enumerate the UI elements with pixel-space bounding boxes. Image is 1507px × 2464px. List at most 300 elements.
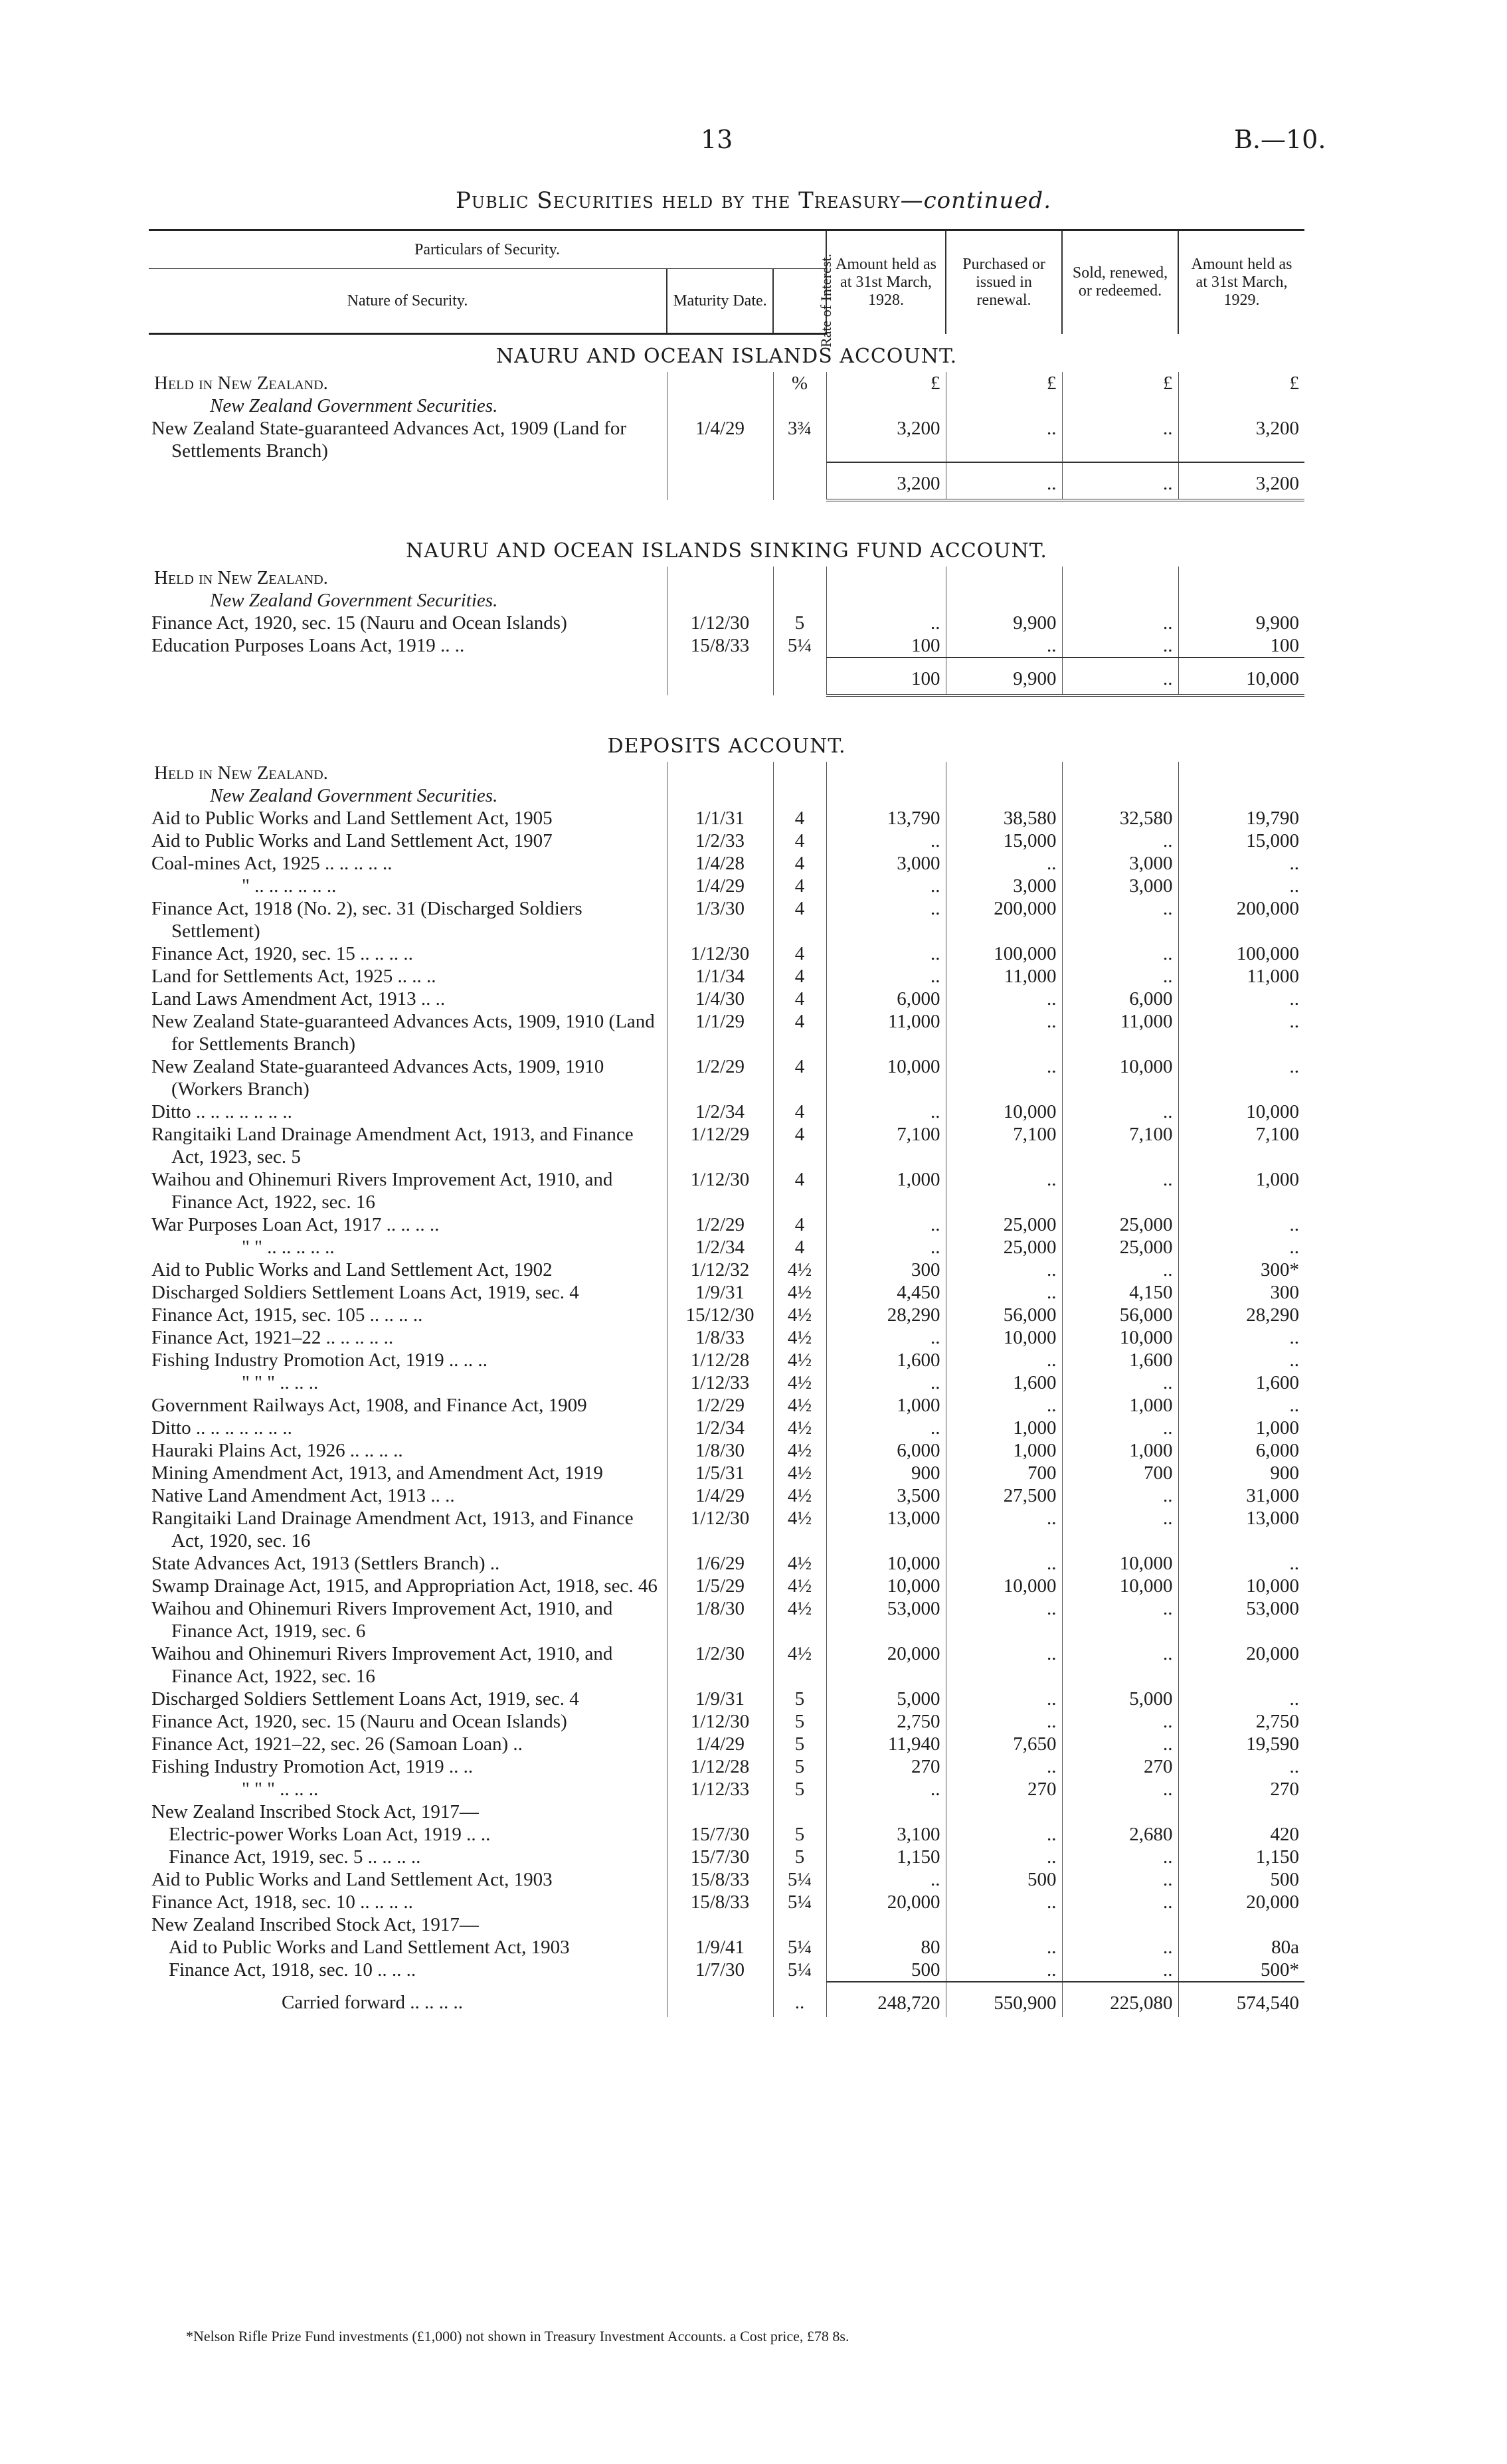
security-name: New Zealand Inscribed Stock Act, 1917— bbox=[151, 1801, 479, 1822]
securities-body bbox=[149, 334, 1304, 2018]
table-row bbox=[149, 1552, 1304, 1575]
interest-rate: 4 bbox=[773, 1236, 826, 1259]
amount-d: 270 bbox=[1178, 1778, 1304, 1801]
amount-a: 1,150 bbox=[826, 1846, 946, 1868]
maturity-date: 1/2/33 bbox=[667, 830, 773, 852]
total-d: 3,200 bbox=[1178, 462, 1304, 500]
interest-rate: 4½ bbox=[773, 1281, 826, 1304]
table-row bbox=[149, 1801, 1304, 1823]
amount-a: 10,000 bbox=[826, 1575, 946, 1597]
amount-d: 20,000 bbox=[1178, 1891, 1304, 1913]
table-row bbox=[149, 1010, 1304, 1055]
security-name: Hauraki Plains Act, 1926 .. .. .. .. bbox=[151, 1440, 403, 1461]
amount-a: 1,000 bbox=[826, 1168, 946, 1213]
amount-a: .. bbox=[826, 1371, 946, 1394]
amount-b: .. bbox=[946, 1597, 1062, 1642]
table-row bbox=[149, 965, 1304, 988]
interest-rate: 4½ bbox=[773, 1349, 826, 1371]
subheading: New Zealand Government Securities. bbox=[210, 395, 498, 416]
maturity-date: 1/2/29 bbox=[667, 1055, 773, 1100]
maturity-date: 15/8/33 bbox=[667, 634, 773, 658]
amount-b: .. bbox=[946, 1755, 1062, 1778]
amount-b: 25,000 bbox=[946, 1236, 1062, 1259]
security-name: " " .. .. .. .. .. bbox=[242, 1237, 335, 1258]
maturity-date: 15/7/30 bbox=[667, 1846, 773, 1868]
amount-c: .. bbox=[1062, 1710, 1178, 1733]
security-name: Waihou and Ohinemuri Rivers Improvement Act, 1910, and Finance Act, 1922, sec. 16 bbox=[151, 1643, 613, 1687]
nature-header: Nature of Security. bbox=[149, 269, 667, 334]
amount-c: 5,000 bbox=[1062, 1688, 1178, 1710]
maturity-date: 1/2/34 bbox=[667, 1236, 773, 1259]
amount-b: .. bbox=[946, 1507, 1062, 1552]
table-row bbox=[149, 1642, 1304, 1688]
table-row bbox=[149, 1304, 1304, 1326]
amount-a: 1,000 bbox=[826, 1394, 946, 1417]
security-name: " .. .. .. .. .. .. bbox=[242, 875, 337, 897]
amount-a: .. bbox=[826, 830, 946, 852]
amount-b: 10,000 bbox=[946, 1326, 1062, 1349]
amount-d: 19,790 bbox=[1178, 807, 1304, 830]
amount-b: 10,000 bbox=[946, 1100, 1062, 1123]
amount-a: 900 bbox=[826, 1462, 946, 1484]
amount-d: .. bbox=[1178, 988, 1304, 1010]
interest-rate: 5¼ bbox=[773, 1959, 826, 1982]
amount-d: .. bbox=[1178, 1213, 1304, 1236]
security-name: Government Railways Act, 1908, and Finance Act, 1909 bbox=[151, 1395, 587, 1416]
amount-d: 15,000 bbox=[1178, 830, 1304, 852]
amount-a: 28,290 bbox=[826, 1304, 946, 1326]
amount-a: 270 bbox=[826, 1755, 946, 1778]
amount-c: 270 bbox=[1062, 1755, 1178, 1778]
amount-d: 28,290 bbox=[1178, 1304, 1304, 1326]
table-row bbox=[149, 1394, 1304, 1417]
carried-forward-row bbox=[149, 1982, 1304, 2017]
subheading: New Zealand Government Securities. bbox=[210, 590, 498, 611]
amount-a: 5,000 bbox=[826, 1688, 946, 1710]
carried-rate: .. bbox=[773, 1982, 826, 2017]
security-name: Aid to Public Works and Land Settlement Act, 1903 bbox=[151, 1869, 553, 1890]
security-name: Fishing Industry Promotion Act, 1919 .. .. bbox=[151, 1756, 474, 1777]
amount-b: .. bbox=[946, 1823, 1062, 1846]
amount-a: 20,000 bbox=[826, 1891, 946, 1913]
maturity-date: 1/1/34 bbox=[667, 965, 773, 988]
held-row bbox=[149, 762, 1304, 784]
unit-label: £ bbox=[1178, 372, 1304, 395]
table-row bbox=[149, 1281, 1304, 1304]
security-name: New Zealand State-guaranteed Advances Act, 1909 (Land for Settlements Branch) bbox=[151, 418, 627, 462]
amount-b: 700 bbox=[946, 1462, 1062, 1484]
security-name: Mining Amendment Act, 1913, and Amendment Act, 1919 bbox=[151, 1462, 603, 1484]
amount-c: 3,000 bbox=[1062, 875, 1178, 897]
interest-rate: 4 bbox=[773, 1100, 826, 1123]
interest-rate: 4½ bbox=[773, 1394, 826, 1417]
table-row bbox=[149, 417, 1304, 462]
subheading-row bbox=[149, 784, 1304, 807]
table-row bbox=[149, 1575, 1304, 1597]
interest-rate: 4½ bbox=[773, 1575, 826, 1597]
amount-c: 11,000 bbox=[1062, 1010, 1178, 1055]
amount-d: 10,000 bbox=[1178, 1575, 1304, 1597]
amount-d: 20,000 bbox=[1178, 1642, 1304, 1688]
amount-b: .. bbox=[946, 1055, 1062, 1100]
carried-a: 248,720 bbox=[826, 1982, 946, 2017]
maturity-date: 1/4/30 bbox=[667, 988, 773, 1010]
security-name: Waihou and Ohinemuri Rivers Improvement Act, 1910, and Finance Act, 1919, sec. 6 bbox=[151, 1598, 613, 1642]
amount-b: 1,000 bbox=[946, 1417, 1062, 1439]
amount-b: 1,600 bbox=[946, 1371, 1062, 1394]
amount-c: .. bbox=[1062, 1846, 1178, 1868]
amount-a: 10,000 bbox=[826, 1055, 946, 1100]
amount-c: 1,000 bbox=[1062, 1439, 1178, 1462]
interest-rate: 4½ bbox=[773, 1507, 826, 1552]
amount-d: 420 bbox=[1178, 1823, 1304, 1846]
amount-c: .. bbox=[1062, 965, 1178, 988]
table-row bbox=[149, 830, 1304, 852]
amount-b: .. bbox=[946, 988, 1062, 1010]
held-text: Held in New Zealand. bbox=[154, 373, 328, 394]
maturity-date: 15/12/30 bbox=[667, 1304, 773, 1326]
maturity-date: 1/12/33 bbox=[667, 1371, 773, 1394]
amount-c: 10,000 bbox=[1062, 1055, 1178, 1100]
amount-c: .. bbox=[1062, 1936, 1178, 1959]
amount-a: 7,100 bbox=[826, 1123, 946, 1168]
table-row bbox=[149, 1868, 1304, 1891]
amount-b: 200,000 bbox=[946, 897, 1062, 942]
table-row bbox=[149, 1417, 1304, 1439]
amount-b: .. bbox=[946, 852, 1062, 875]
interest-rate: 4½ bbox=[773, 1642, 826, 1688]
security-name: Coal-mines Act, 1925 .. .. .. .. .. bbox=[151, 853, 393, 874]
maturity-date: 1/12/33 bbox=[667, 1778, 773, 1801]
amount-a: .. bbox=[826, 1100, 946, 1123]
amount-c: .. bbox=[1062, 1259, 1178, 1281]
table-row bbox=[149, 1055, 1304, 1100]
maturity-date: 1/12/29 bbox=[667, 1123, 773, 1168]
maturity-date: 1/2/29 bbox=[667, 1213, 773, 1236]
amount-c bbox=[1062, 1801, 1178, 1823]
amount-c: .. bbox=[1062, 1733, 1178, 1755]
amount-d: 31,000 bbox=[1178, 1484, 1304, 1507]
amount-b: .. bbox=[946, 1891, 1062, 1913]
footnote: *Nelson Rifle Prize Fund investments (£1,000) not shown in Treasury Investment Accounts. a Cost price, £78 8s. bbox=[186, 2328, 849, 2344]
amount-a: .. bbox=[826, 1236, 946, 1259]
amount-d: 3,200 bbox=[1178, 417, 1304, 462]
amount-a: .. bbox=[826, 897, 946, 942]
amount-c: 25,000 bbox=[1062, 1213, 1178, 1236]
title-main: Public Securities held by the Treasury bbox=[456, 187, 901, 214]
maturity-date bbox=[667, 1801, 773, 1823]
table-row bbox=[149, 807, 1304, 830]
amount-b: 11,000 bbox=[946, 965, 1062, 988]
held-label bbox=[149, 567, 667, 589]
security-name: Discharged Soldiers Settlement Loans Act, 1919, sec. 4 bbox=[151, 1688, 579, 1710]
amount-b bbox=[946, 1801, 1062, 1823]
interest-rate: 5¼ bbox=[773, 1891, 826, 1913]
amount-d: .. bbox=[1178, 1010, 1304, 1055]
amount-c: 7,100 bbox=[1062, 1123, 1178, 1168]
table-row bbox=[149, 1462, 1304, 1484]
amount-d bbox=[1178, 1913, 1304, 1936]
amount-a: 20,000 bbox=[826, 1642, 946, 1688]
security-name: Rangitaiki Land Drainage Amendment Act, 1913, and Finance Act, 1923, sec. 5 bbox=[151, 1124, 634, 1168]
security-name: Education Purposes Loans Act, 1919 .. .. bbox=[151, 635, 465, 656]
amount-b: .. bbox=[946, 1688, 1062, 1710]
maturity-date: 15/8/33 bbox=[667, 1891, 773, 1913]
amount-b: .. bbox=[946, 1010, 1062, 1055]
amount-d bbox=[1178, 1801, 1304, 1823]
amount-a: 100 bbox=[826, 634, 946, 658]
amount-c: 10,000 bbox=[1062, 1575, 1178, 1597]
subheading: New Zealand Government Securities. bbox=[210, 785, 498, 806]
total-c: .. bbox=[1062, 658, 1178, 695]
maturity-date: 1/12/30 bbox=[667, 1168, 773, 1213]
maturity-date: 1/12/30 bbox=[667, 612, 773, 634]
security-name: Finance Act, 1920, sec. 15 (Nauru and Ocean Islands) bbox=[151, 612, 567, 634]
maturity-date: 1/12/30 bbox=[667, 1710, 773, 1733]
subheading-row bbox=[149, 589, 1304, 612]
amount-b: .. bbox=[946, 1936, 1062, 1959]
amount-a: 6,000 bbox=[826, 988, 946, 1010]
security-name: Native Land Amendment Act, 1913 .. .. bbox=[151, 1485, 455, 1506]
maturity-date: 1/12/30 bbox=[667, 942, 773, 965]
table-row bbox=[149, 1371, 1304, 1394]
amount-d: .. bbox=[1178, 1688, 1304, 1710]
held-row bbox=[149, 372, 1304, 395]
security-name: State Advances Act, 1913 (Settlers Branch) .. bbox=[151, 1553, 500, 1574]
interest-rate: 4½ bbox=[773, 1439, 826, 1462]
table-row bbox=[149, 1349, 1304, 1371]
amount-c: .. bbox=[1062, 830, 1178, 852]
security-name: " " " .. .. .. bbox=[242, 1779, 319, 1800]
section-title: DEPOSITS ACCOUNT. bbox=[607, 735, 846, 758]
amount-b: 38,580 bbox=[946, 807, 1062, 830]
amount-c: 4,150 bbox=[1062, 1281, 1178, 1304]
table-row bbox=[149, 1688, 1304, 1710]
amount-c: 10,000 bbox=[1062, 1552, 1178, 1575]
amount-a: 2,750 bbox=[826, 1710, 946, 1733]
maturity-date: 1/9/41 bbox=[667, 1936, 773, 1959]
amount-b: .. bbox=[946, 1168, 1062, 1213]
interest-rate: 4 bbox=[773, 875, 826, 897]
amount-c: 25,000 bbox=[1062, 1236, 1178, 1259]
amount-a: 13,790 bbox=[826, 807, 946, 830]
interest-rate: 4 bbox=[773, 830, 826, 852]
table-row bbox=[149, 1823, 1304, 1846]
interest-rate bbox=[773, 1913, 826, 1936]
amount-b: 7,100 bbox=[946, 1123, 1062, 1168]
section-title-row bbox=[149, 695, 1304, 762]
amount-a: 500 bbox=[826, 1959, 946, 1982]
amount-b: 270 bbox=[946, 1778, 1062, 1801]
amount-c: .. bbox=[1062, 942, 1178, 965]
table-row bbox=[149, 1936, 1304, 1959]
maturity-date: 1/1/31 bbox=[667, 807, 773, 830]
amount-d: 100,000 bbox=[1178, 942, 1304, 965]
amount-d: .. bbox=[1178, 1755, 1304, 1778]
interest-rate: 5¼ bbox=[773, 1868, 826, 1891]
maturity-date: 1/3/30 bbox=[667, 897, 773, 942]
table-row bbox=[149, 1846, 1304, 1868]
amount-c: .. bbox=[1062, 417, 1178, 462]
security-name: Finance Act, 1920, sec. 15 (Nauru and Ocean Islands) bbox=[151, 1711, 567, 1732]
amount-c: .. bbox=[1062, 1891, 1178, 1913]
amount-d: .. bbox=[1178, 1326, 1304, 1349]
amount-d: 100 bbox=[1178, 634, 1304, 658]
security-name: Rangitaiki Land Drainage Amendment Act, 1913, and Finance Act, 1920, sec. 16 bbox=[151, 1508, 634, 1551]
interest-rate: 4 bbox=[773, 1213, 826, 1236]
interest-rate: 4 bbox=[773, 942, 826, 965]
table-row bbox=[149, 1213, 1304, 1236]
maturity-date: 1/5/29 bbox=[667, 1575, 773, 1597]
interest-rate: 4½ bbox=[773, 1326, 826, 1349]
interest-rate: 5 bbox=[773, 1710, 826, 1733]
amount-d: 1,600 bbox=[1178, 1371, 1304, 1394]
security-name: Finance Act, 1918, sec. 10 .. .. .. .. bbox=[151, 1892, 413, 1913]
amount-b: .. bbox=[946, 1281, 1062, 1304]
interest-rate: 4 bbox=[773, 1010, 826, 1055]
amount-d: 900 bbox=[1178, 1462, 1304, 1484]
amount-c: .. bbox=[1062, 1778, 1178, 1801]
security-name: New Zealand Inscribed Stock Act, 1917— bbox=[151, 1914, 479, 1935]
interest-rate: 5 bbox=[773, 612, 826, 634]
amount-b: .. bbox=[946, 1349, 1062, 1371]
amount-d: .. bbox=[1178, 1236, 1304, 1259]
amount-a bbox=[826, 1913, 946, 1936]
amount-b: 10,000 bbox=[946, 1575, 1062, 1597]
amount-c: 3,000 bbox=[1062, 852, 1178, 875]
table-row bbox=[149, 852, 1304, 875]
security-name: Land for Settlements Act, 1925 .. .. .. bbox=[151, 966, 436, 987]
amount-c: 32,580 bbox=[1062, 807, 1178, 830]
amount-a: .. bbox=[826, 942, 946, 965]
maturity-date: 1/12/32 bbox=[667, 1259, 773, 1281]
maturity-date: 1/7/30 bbox=[667, 1959, 773, 1982]
held-text: Held in New Zealand. bbox=[154, 762, 328, 784]
amount-b: 1,000 bbox=[946, 1439, 1062, 1462]
amount-d: .. bbox=[1178, 875, 1304, 897]
interest-rate: 4½ bbox=[773, 1417, 826, 1439]
security-name: Aid to Public Works and Land Settlement Act, 1907 bbox=[151, 830, 553, 851]
amount-a: 10,000 bbox=[826, 1552, 946, 1575]
table-row bbox=[149, 875, 1304, 897]
amount-a: 80 bbox=[826, 1936, 946, 1959]
maturity-date: 1/4/29 bbox=[667, 417, 773, 462]
amount-b: .. bbox=[946, 634, 1062, 658]
page-reference: B.—10. bbox=[1234, 125, 1326, 154]
unit-label: % bbox=[773, 372, 826, 395]
amount-a: 13,000 bbox=[826, 1507, 946, 1552]
amount-a: 6,000 bbox=[826, 1439, 946, 1462]
amount-a: 4,450 bbox=[826, 1281, 946, 1304]
interest-rate: 4½ bbox=[773, 1462, 826, 1484]
rate-header bbox=[773, 253, 835, 348]
amount-c: .. bbox=[1062, 1868, 1178, 1891]
security-name: Fishing Industry Promotion Act, 1919 .. .. .. bbox=[151, 1350, 488, 1371]
amount-a: .. bbox=[826, 1778, 946, 1801]
subheading-row bbox=[149, 395, 1304, 417]
maturity-date: 15/7/30 bbox=[667, 1823, 773, 1846]
maturity-date: 1/4/29 bbox=[667, 1484, 773, 1507]
amount-d: 9,900 bbox=[1178, 612, 1304, 634]
amount-d: 1,000 bbox=[1178, 1168, 1304, 1213]
interest-rate: 5¼ bbox=[773, 1936, 826, 1959]
interest-rate: 4 bbox=[773, 852, 826, 875]
unit-label: £ bbox=[826, 372, 946, 395]
amount-b: .. bbox=[946, 1710, 1062, 1733]
amount-d: 19,590 bbox=[1178, 1733, 1304, 1755]
amount-d: 300* bbox=[1178, 1259, 1304, 1281]
amount-d: 1,150 bbox=[1178, 1846, 1304, 1868]
carried-forward-label: Carried forward .. .. .. .. bbox=[282, 1992, 463, 2013]
table-row bbox=[149, 1168, 1304, 1213]
table-row bbox=[149, 1733, 1304, 1755]
interest-rate: 4½ bbox=[773, 1552, 826, 1575]
total-a: 100 bbox=[826, 658, 946, 695]
maturity-date: 1/12/28 bbox=[667, 1755, 773, 1778]
page-number: 13 bbox=[701, 125, 733, 154]
amount-c: 2,680 bbox=[1062, 1823, 1178, 1846]
interest-rate: 5 bbox=[773, 1823, 826, 1846]
maturity-date: 1/2/30 bbox=[667, 1642, 773, 1688]
held-row bbox=[149, 567, 1304, 589]
maturity-date: 1/12/30 bbox=[667, 1507, 773, 1552]
amount-d: 13,000 bbox=[1178, 1507, 1304, 1552]
amount-c: .. bbox=[1062, 1168, 1178, 1213]
interest-rate: 4½ bbox=[773, 1259, 826, 1281]
maturity-date: 1/2/34 bbox=[667, 1100, 773, 1123]
amount-c: .. bbox=[1062, 1959, 1178, 1982]
interest-rate: 5 bbox=[773, 1755, 826, 1778]
table-row bbox=[149, 634, 1304, 658]
security-name: Aid to Public Works and Land Settlement Act, 1905 bbox=[151, 808, 553, 829]
table-row bbox=[149, 1710, 1304, 1733]
table-row bbox=[149, 1259, 1304, 1281]
amount-b: 56,000 bbox=[946, 1304, 1062, 1326]
total-b: 9,900 bbox=[946, 658, 1062, 695]
interest-rate: 3¾ bbox=[773, 417, 826, 462]
table-row bbox=[149, 1778, 1304, 1801]
amount-a: .. bbox=[826, 965, 946, 988]
amount-b: .. bbox=[946, 1552, 1062, 1575]
security-name: Finance Act, 1918 (No. 2), sec. 31 (Discharged Soldiers Settlement) bbox=[151, 898, 582, 942]
amount-b: .. bbox=[946, 1259, 1062, 1281]
amount-a: .. bbox=[826, 1213, 946, 1236]
table-row bbox=[149, 1891, 1304, 1913]
security-name: " " " .. .. .. bbox=[242, 1372, 319, 1393]
table-row bbox=[149, 1755, 1304, 1778]
amount-b: 9,900 bbox=[946, 612, 1062, 634]
interest-rate: 5 bbox=[773, 1778, 826, 1801]
interest-rate: 5 bbox=[773, 1688, 826, 1710]
total-b: .. bbox=[946, 462, 1062, 500]
amount-b: .. bbox=[946, 1846, 1062, 1868]
page-title bbox=[0, 187, 1507, 214]
table-row bbox=[149, 1913, 1304, 1936]
amount-c: 6,000 bbox=[1062, 988, 1178, 1010]
table-row bbox=[149, 1439, 1304, 1462]
amount-a: .. bbox=[826, 1326, 946, 1349]
amount-c: .. bbox=[1062, 1484, 1178, 1507]
amount-c: .. bbox=[1062, 634, 1178, 658]
amount-d: 11,000 bbox=[1178, 965, 1304, 988]
amount-b bbox=[946, 1913, 1062, 1936]
amount-d: 300 bbox=[1178, 1281, 1304, 1304]
table-row bbox=[149, 1123, 1304, 1168]
amount-a: 3,500 bbox=[826, 1484, 946, 1507]
interest-rate bbox=[773, 1801, 826, 1823]
maturity-date bbox=[667, 1913, 773, 1936]
amount-b: 3,000 bbox=[946, 875, 1062, 897]
